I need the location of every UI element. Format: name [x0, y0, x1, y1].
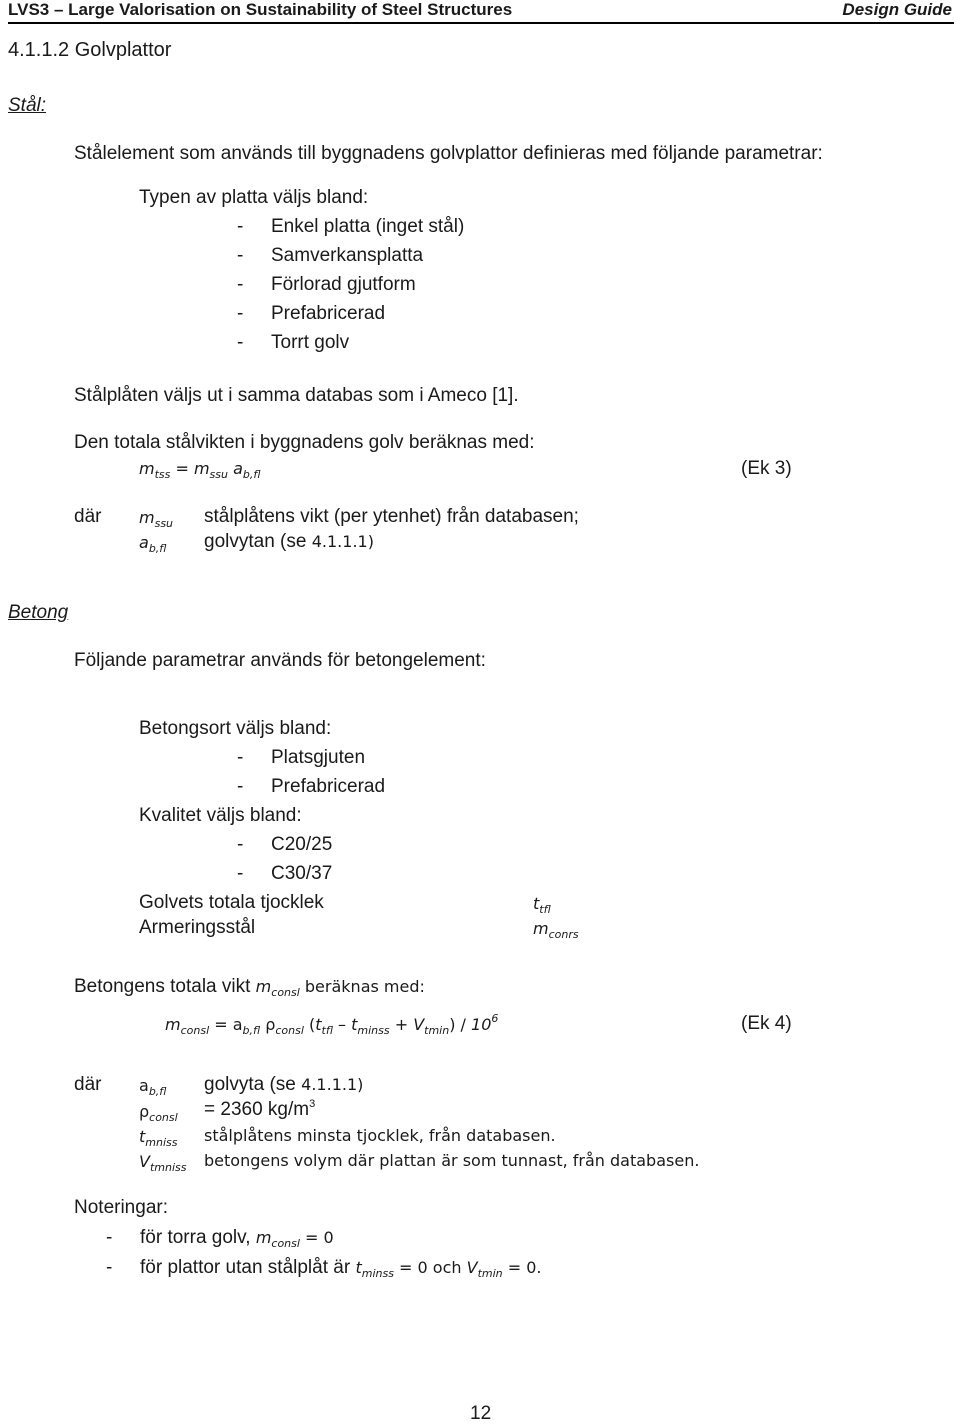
- header-guide-label: Design Guide: [842, 0, 952, 19]
- symbol-v-tmniss: $V_{tmniss}$: [139, 1152, 187, 1174]
- concrete-sort-label: Betongsort väljs bland:: [139, 718, 332, 739]
- list-item: -: [237, 245, 244, 266]
- list-item-label: Enkel platta (inget stål): [271, 216, 465, 237]
- section-title: 4.1.1.2 Golvplattor: [8, 39, 172, 61]
- list-item: -: [237, 834, 244, 855]
- list-item: -: [106, 1257, 113, 1278]
- notes-title: Noteringar:: [74, 1197, 168, 1218]
- steel-intro: Stålelement som används till byggnadens golvplattor definieras med följande parametrar:: [74, 143, 823, 164]
- thickness-label: Golvets totala tjocklek: [139, 892, 324, 913]
- concrete-total-prefix: Betongens totala vikt: [74, 976, 256, 997]
- symbol-m-ssu: $m_{ssu}$: [139, 508, 174, 530]
- header-title: LVS3 – Large Valorisation on Sustainability of Steel Structures: [8, 0, 513, 19]
- list-item-label: Torrt golv: [271, 332, 350, 353]
- symbol-rho-consl: $\rho_{consl}$: [139, 1102, 178, 1124]
- def-a-bfl-ref: 4.1.1.1): [301, 1075, 364, 1094]
- list-item-label: Prefabricerad: [271, 303, 386, 324]
- def-t-mniss: stålplåtens minsta tjocklek, från databasen.: [204, 1126, 556, 1145]
- note-dry-floor: för torra golv, $m_{consl} = 0$: [140, 1227, 334, 1250]
- equation-4: $m_{consl} = a_{b,fl}$ $\rho_{consl}$ $(t_{tfl} - t_{minss} + V_{tmin}) / 10^6$: [165, 1012, 499, 1037]
- equation-3: $m_{tss} = m_{ssu}$ $a_{b,fl}$: [139, 459, 261, 481]
- steel-heading: Stål:: [8, 95, 47, 116]
- header-rule: [8, 22, 954, 24]
- list-item: -: [237, 863, 244, 884]
- rebar-label: Armeringsstål: [139, 917, 256, 938]
- def-v-tmniss: betongens volym där plattan är som tunnast, från databasen.: [204, 1151, 700, 1170]
- list-item: -: [237, 216, 244, 237]
- list-item-label: Prefabricerad: [271, 776, 386, 797]
- def-rho-consl-text: = 2360 kg/m: [204, 1099, 310, 1120]
- def-rho-consl: = 2360 $kg/m^3$: [204, 1098, 316, 1120]
- def-a-bfl-text: golvyta (se: [204, 1074, 302, 1095]
- list-item: -: [237, 274, 244, 295]
- where-label: där: [74, 1074, 102, 1095]
- list-item-label: C30/37: [271, 863, 333, 884]
- symbol-t-mniss: $t_{mniss}$: [139, 1127, 178, 1149]
- def-m-ssu: stålplåtens vikt (per ytenhet) från databasen;: [204, 506, 579, 527]
- def-a-bfl-text: golvytan (se: [204, 531, 312, 552]
- def-a-bfl: [204, 531, 374, 553]
- symbol-a-bfl: $a_{b,fl}$: [139, 533, 167, 555]
- def-a-bfl: [204, 1074, 363, 1096]
- symbol-t-tfl: $t_{tfl}$: [533, 894, 551, 916]
- equation-4-ref: (Ek 4): [741, 1013, 792, 1034]
- steel-total-text: Den totala stålvikten i byggnadens golv beräknas med:: [74, 432, 535, 453]
- page-number: 12: [470, 1403, 492, 1424]
- quality-label: Kvalitet väljs bland:: [139, 805, 302, 826]
- list-item: -: [237, 303, 244, 324]
- list-item-label: Samverkansplatta: [271, 245, 424, 266]
- note-no-steel-sheet-text: för plattor utan stålplåt är: [140, 1257, 356, 1278]
- concrete-intro: Följande parametrar används för betongelement:: [74, 650, 486, 671]
- def-a-bfl-ref: 4.1.1.1): [311, 532, 374, 551]
- where-label: där: [74, 506, 102, 527]
- concrete-total-suffix: beräknas med:: [299, 977, 425, 996]
- slab-type-label: Typen av platta väljs bland:: [139, 187, 369, 208]
- symbol-a-bfl: $a_{b,fl}$: [139, 1076, 167, 1098]
- list-item: -: [237, 776, 244, 797]
- list-item-label: Platsgjuten: [271, 747, 366, 768]
- concrete-total-text: Betongens totala vikt $m_{consl}$ beräknas med:: [74, 976, 425, 999]
- equation-3-ref: (Ek 3): [741, 458, 792, 479]
- list-item-label: C20/25: [271, 834, 333, 855]
- note-no-steel-sheet: för plattor utan stålplåt är $t_{minss} = 0$ och $V_{tmin} = 0$.: [140, 1257, 542, 1280]
- steel-sheet-text: Stålplåten väljs ut i samma databas som i Ameco [1].: [74, 385, 519, 406]
- list-item: -: [237, 332, 244, 353]
- note-dry-floor-text: för torra golv,: [140, 1227, 256, 1248]
- list-item: -: [106, 1227, 113, 1248]
- symbol-m-conrs: $m_{conrs}$: [533, 919, 579, 941]
- list-item: -: [237, 747, 244, 768]
- concrete-heading: Betong: [8, 602, 69, 623]
- list-item-label: Förlorad gjutform: [271, 274, 416, 295]
